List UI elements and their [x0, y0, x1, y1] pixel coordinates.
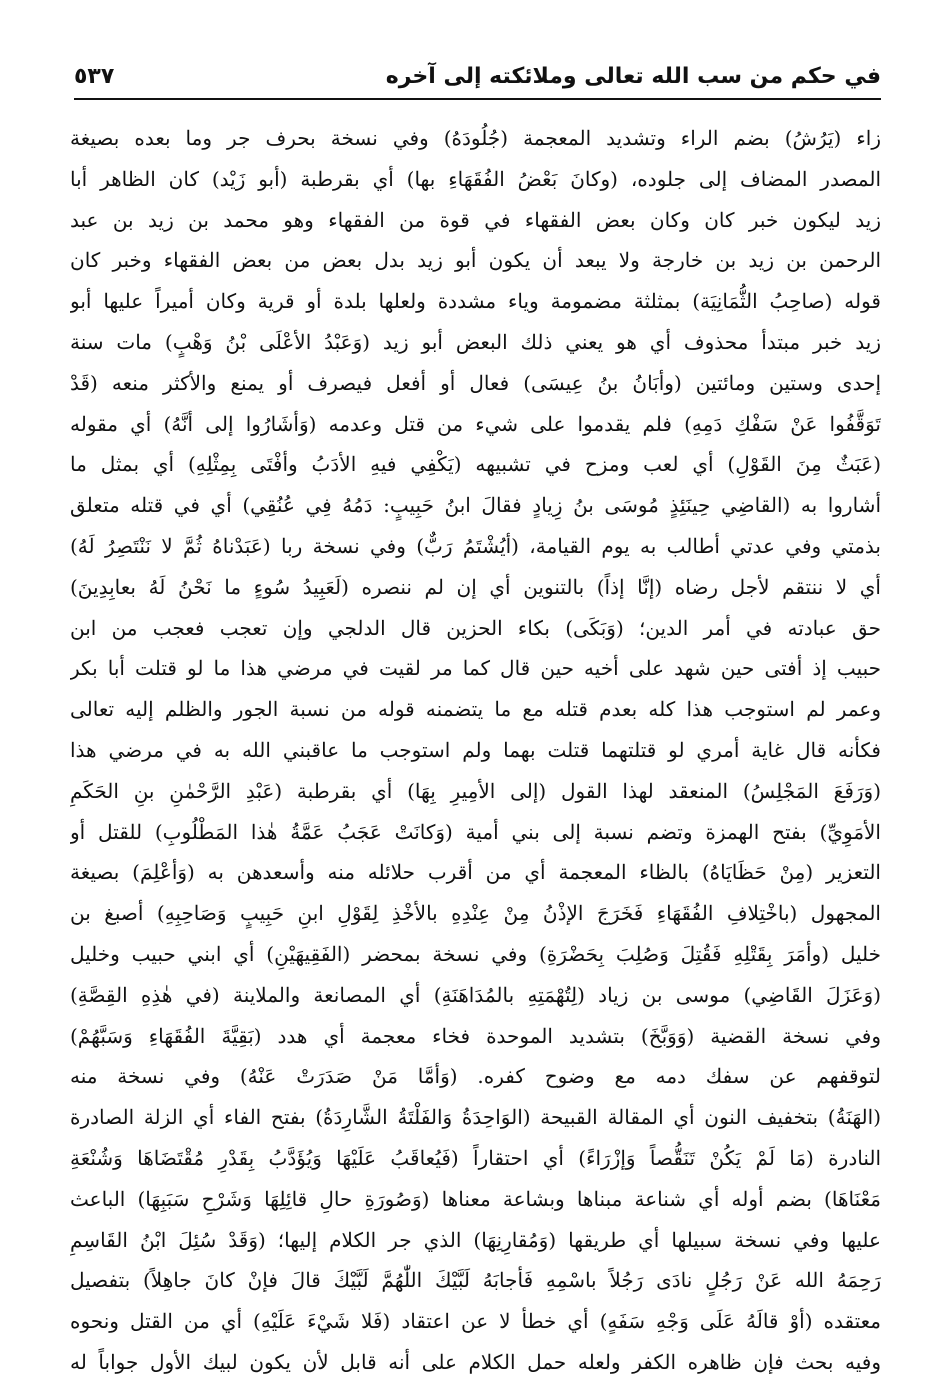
text-line: زيد خبر مبتدأ محذوف أي هو يعني ذلك البعض أبو زيد (وَعَبْدُ الأعْلَى بْنُ وَهْبٍ) مات سنة — [70, 329, 881, 354]
page-header — [74, 54, 881, 100]
text-line: (عَبَثٌ مِنَ القَوْلِ) أي لعب ومزح في تشبيهه (يَكْفِي فيهِ الأدَبُ وأفْتَى بِمِثْلِهِ) أي بمثل ما — [70, 452, 881, 477]
text-line: المجهول (باخْتِلافِ الفُقَهَاءِ فَخَرَجَ الإذْنُ مِنْ عِنْدِهِ بالأخْذِ لِقَوْلِ ابنِ حَبِيبٍ وَصَاحِبِهِ) أصبغ بن — [70, 901, 881, 926]
text-line: التعزير (مِنْ حَظَايَاهُ) بالظاء المعجمة أي من أقرب حلائله منه وأسعدهن به (وَأعْلِمَ) بصيغة — [70, 860, 881, 885]
text-line: المصدر المضاف إلى جلوده، (وكانَ بَعْضُ الفُقَهَاءِ بها) أي بقرطبة (أبو زَيْد) كان الظاهر أبا — [70, 166, 881, 191]
text-line: تَوَقَّفُوا عَنْ سَفْكِ دَمِهِ) فلم يقدموا على شيء من قتل وعدمه (وَأشَارُوا إلى أنَّهُ) أي مقوله — [70, 411, 881, 436]
text-line: رَحِمَهُ الله عَنْ رَجُلٍ نادَى رَجُلاً باسْمِهِ فَأجابَهُ لَبَّيْكَ اللّٰهُمَّ لَبَّيْكَ قالَ فإنْ كانَ جاهِلاً) بتفصيل — [70, 1268, 881, 1293]
text-line: مَعْنَاهَا) بضم أوله أي شناعة مبناها وبشاعة معناها (وَصُورَةِ حالِ قائِلِهَا وَشَرْحِ سَبَبِهَا) الباعث — [70, 1186, 881, 1211]
text-line: معتقده (أوْ قالَهُ عَلَى وَجْهِ سَفَهٍ) أي خطأ لا عن اعتقاد (فَلا شَيْءَ عَلَيْهِ) أي من القتل ونحوه — [70, 1309, 881, 1334]
page-number: ٥٣٧ — [74, 63, 115, 89]
text-line: زاء (يَرُشُ) بضم الراء وتشديد المعجمة (جُلُودَهُ) وفي نسخة بحرف جر وما بعده بصيغة — [70, 126, 881, 150]
text-line: زيد ليكون خبر كان وكان بعض الفقهاء في قوة من الفقهاء وهو محمد بن زيد بن عبد — [70, 207, 881, 232]
text-line: فكأنه قال غاية أمري لو قتلتهما قتلت بهما ولم استوجب ما عاقبني الله به في مرضي هذا — [70, 737, 881, 762]
text-line: وعمر لم استوجب هذا كله بعدم قتله مع ما يتضمنه قوله من نسبة الجور والظلم إليه تعالى — [70, 697, 881, 722]
text-line: وفي نسخة القضية (وَوَبَّخَ) بتشديد الموحدة فخاء معجمة أي هدد (بَقِيَّةَ الفُقَهَاءِ وَسَبَّهُمْ) — [70, 1023, 881, 1048]
text-line: (وَرَفَعَ المَجْلِسُ) المنعقد لهذا القول (إلى الأمِيرِ بِهَا) أي بقرطبة (عَبْدِ الرَّحْمٰنِ بنِ الحَكَمِ — [70, 778, 881, 803]
text-line: حبيب إذ أفتى حين شهد على أخيه حين قال كما مر لقيت في مرضي هذا ما لو قتلت أبا بكر — [70, 656, 881, 681]
running-title: في حكم من سب الله تعالى وملائكته إلى آخره — [385, 63, 881, 89]
text-line: عليها وفي نسخة سبيلها أي طريقها (وَمُقارِنِهَا) الذي جر الكلام إليها؛ (وَقَدْ سُئِلَ ابْنُ القَاسِمِ — [70, 1227, 881, 1252]
text-line: النادرة (مَا لَمْ يَكُنْ تَنَقُّصاً وَإزْرَاءً) أي احتقاراً (فَيُعاقَبُ عَلَيْهَا وَيُؤَدَّبُ بِقَدْرِ مُقْتَضَاهَا وَشُنْعَةِ — [70, 1145, 881, 1170]
text-line: خليل (وأمَرَ بِقَتْلِهِ فَقُتِلَ وَصُلِبَ بِحَضْرَةِ) وفي نسخة بمحضر (الفَقِيهَيْنِ) أي ابني حبيب وخليل — [70, 941, 881, 966]
text-line: قوله (صاحِبُ الثُّمَانِيَة) بمثلثة مضمومة وياء مشددة ولعلها بلدة أو قرية وكان أميراً عليها أبو — [70, 289, 881, 314]
text-line: حق عبادته في أمر الدين؛ (وَبَكَى) بكاء الحزين قال الدلجي وإن تعجب فعجب من ابن — [70, 615, 881, 640]
text-line: إحدى وستين ومائتين (وأبَانُ بنُ عِيسَى) فعال أو أفعل فيصرف أو يمنع والأكثر منعه (قَدْ — [70, 370, 881, 395]
text-line: أي لا ننتقم لأجل رضاه (إنَّا إذاً) بالتنوين أي إن لم ننصره (لَعَبِيدُ سُوءٍ ما نَحْنُ لَهُ بعابِدِينَ) — [70, 574, 881, 599]
text-line: أشاروا به (القاضِي حِينَئِذٍ مُوسَى بنُ زِيادٍ فقالَ ابنُ حَبِيبٍ: دَمُهُ فِي عُنُقِي) أي في قتله متعلق — [70, 493, 881, 518]
text-line: لتوقفهم عن سفك دمه مع وضوح كفره. (وَأمَّا مَنْ صَدَرَتْ عَنْهُ) وفي نسخة منه — [70, 1064, 881, 1089]
text-line: وفيه بحث فإن ظاهره الكفر ولعله حمل الكلام على أنه قابل لأن يكون لبيك الأول جواباً له — [70, 1349, 881, 1374]
text-line: الأمَوِيِّ) بفتح الهمزة وتضم نسبة إلى بني أمية (وَكانَتْ عَجَبُ عَمَّةُ هٰذا المَطْلُوبِ) للقتل أو — [70, 819, 881, 844]
text-line: (الهَنَةُ) بتخفيف النون أي المقالة القبيحة (الوَاحِدَةُ وَالفَلْتَةُ الشَّارِدَةُ) بفتح الفاء أي الزلة الصادرة — [70, 1105, 881, 1130]
text-line: بذمتي وفي عدتي أطالب به يوم القيامة، (أيُشْتَمُ رَبٌّ) وفي نسخة ربا (عَبَدْناهُ ثُمَّ لا نَنْتَصِرُ لَهُ) — [70, 533, 881, 558]
body-text — [70, 118, 881, 1383]
text-line: الرحمن بن زيد بن خارجة ولا يبعد أن يكون أبو زيد بدل بعض من بعض الفقهاء وخبر كان — [70, 248, 881, 273]
text-line: (وَعَزَلَ القَاضِي) موسى بن زياد (لِتُهْمَتِهِ بالمُدَاهَنَةِ) أي المصانعة والملاينة (في هٰذِهِ القِصَّةِ) — [70, 982, 881, 1007]
